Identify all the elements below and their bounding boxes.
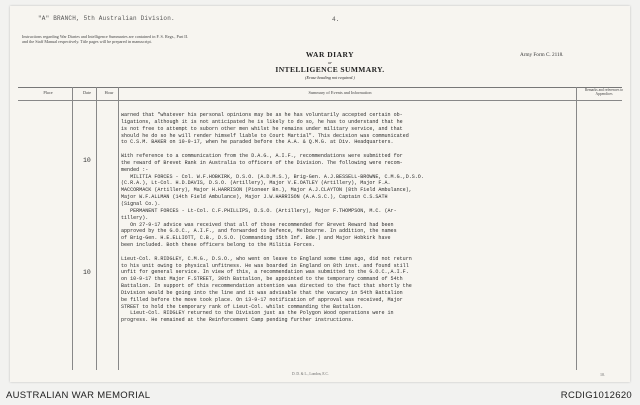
column-divider bbox=[72, 87, 73, 370]
column-remarks: Remarks and references to Appendices bbox=[584, 88, 624, 97]
summary-line: Lieut-Col. R.RIDGLEY, C.M.G., D.S.O., who went on leave to England some time ago, did not return bbox=[121, 255, 412, 262]
summary-line: should he do so he will render himself liable to Court Martial". This decision was communicated bbox=[121, 132, 409, 139]
title-or: or bbox=[327, 60, 332, 65]
summary-line: Major W.F.ALLMAN (14th Field Ambulance), Major J.W.HARRISON (A.A.S.C.), Captain C.S.SATH bbox=[121, 194, 388, 201]
column-divider bbox=[118, 87, 119, 370]
summary-line: is not free to attempt to suborn other men whilst he remains under military service, and that bbox=[121, 125, 403, 132]
diary-page bbox=[10, 6, 630, 382]
summary-line: progress. He remained at the Reinforcement Camp pending further instructions. bbox=[121, 317, 355, 324]
summary-line: tillery). bbox=[121, 214, 149, 221]
summary-line: (C.R.A.), Lt-Col. H.D.DAVIS, D.S.O. (Artillery), Major V.E.OATLEY (Artillery), Major F.A. bbox=[121, 180, 391, 187]
summary-line: unfit for general service. In view of this, a recommendation was submitted to the G.O.C.,A.I.F. bbox=[121, 269, 409, 276]
entry-date: 10 bbox=[83, 157, 91, 164]
summary-line: on 10-9-17 that Major F.STREET, 30th Battalion, be appointed to the temporary command of 54th bbox=[121, 276, 403, 283]
summary-line: Lieut-Col. RIDGLEY returned to the Division just as the Polygon Wood operations were in bbox=[121, 310, 394, 317]
summary-line: Battalion. In support of this recommendation attention was directed to the fact that shortly the bbox=[121, 283, 412, 290]
footer-number: 10. bbox=[600, 372, 605, 377]
summary-line: MACCORMACK (Artillery), Major H.HARRISON (Pioneer Bn.), Major A.J.CLAYTON (8th Field Ambulance), bbox=[121, 187, 412, 194]
summary-line: be filled before the move took place. On 13-9-17 notification of approval was received, Major bbox=[121, 296, 403, 303]
column-hour: Hour bbox=[104, 90, 114, 95]
summary-line: ligations, although it is not anticipated he is likely to do so, he has to understand that he bbox=[121, 118, 403, 125]
summary-line: approved by the G.O.C., A.I.F., and forwarded to Defence, Melbourne. In addition, the names bbox=[121, 228, 397, 235]
summary-line: to his unit owing to physical unfitness. He was boarded in England on 8th inst. and found still bbox=[121, 262, 409, 269]
summary-line: PERMANENT FORCES - Lt-Col. C.F.PHILLIPS, D.S.O. (Artillery), Major F.THOMPSON, M.C. (Ar- bbox=[121, 207, 397, 214]
printer-line: D. D. & L., London, E.C. bbox=[292, 372, 329, 376]
column-summary: Summary of Events and Information bbox=[308, 90, 372, 95]
summary-line bbox=[121, 249, 541, 256]
column-date: Date bbox=[82, 90, 92, 95]
summary-text bbox=[121, 112, 541, 324]
summary-line: On 27-9-17 advice was received that all of those recommended for Brevet Reward had been bbox=[121, 221, 394, 228]
summary-line: of Brig-Gen. H.E.ELLIOTT, C.B., D.S.O. (Commanding 15th Inf. Bde.) and Major Hobkirk have bbox=[121, 235, 391, 242]
army-form-number: Army Form C. 2118. bbox=[520, 52, 564, 58]
summary-line: With reference to a communication from the D.A.G., A.I.F., recommendations were submitted for bbox=[121, 153, 403, 160]
instructions-note: Instructions regarding War Diaries and Intelligence Summaries are contained in F. S. Regs., Part II. and the Staff Manual respectively. Title pages will be prepared in manuscript. bbox=[22, 34, 189, 44]
summary-line: MILITIA FORCES - Col. W.F.HOBKIRK, D.S.O. (A.D.M.S.), Brig-Gen. A.J.BESSELL-BROWNE, C.M.G.,D.S.O. bbox=[121, 173, 424, 180]
column-divider bbox=[576, 87, 577, 370]
entry-date: 10 bbox=[83, 269, 91, 276]
title-war-diary: WAR DIARY bbox=[305, 50, 355, 59]
summary-line: STREET to hold the temporary rank of Lieut-Col. whilst commanding the Battalion. bbox=[121, 303, 364, 310]
column-header-rule bbox=[18, 100, 622, 101]
summary-line: to C.S.M. BAKER on 10-9-17, when he paraded before the A.A. & Q.M.G. at Div. Headquarters. bbox=[121, 139, 394, 146]
summary-line: (Signal Co.). bbox=[121, 200, 161, 207]
archive-credit: AUSTRALIAN WAR MEMORIAL bbox=[6, 390, 151, 401]
column-place: Place bbox=[43, 90, 53, 95]
title-intelligence-summary: INTELLIGENCE SUMMARY. bbox=[275, 65, 385, 74]
title-erase-note: (Erase heading not required.) bbox=[305, 75, 355, 80]
record-id: RCDIG1012620 bbox=[560, 390, 632, 401]
summary-line: Division would be going into the line and it was advisable that the vacancy in 54th Battalion bbox=[121, 289, 403, 296]
header-rule bbox=[18, 87, 622, 88]
summary-line: warned that "whatever his personal opinions may be as he has voluntarily accepted certain ob- bbox=[121, 112, 403, 118]
summary-line: the reward of Brevet Rank in Australia to officers of the Division. The following were recom- bbox=[121, 159, 403, 166]
column-divider bbox=[96, 87, 97, 370]
summary-line bbox=[121, 146, 541, 153]
title-block bbox=[230, 50, 430, 80]
page-number: 4. bbox=[332, 16, 340, 23]
typed-header: "A" BRANCH, 5th Australian Division. bbox=[38, 15, 175, 22]
summary-line: mended :- bbox=[121, 166, 149, 173]
summary-line: been included. Both these officers belong to the Militia Forces. bbox=[121, 242, 315, 249]
